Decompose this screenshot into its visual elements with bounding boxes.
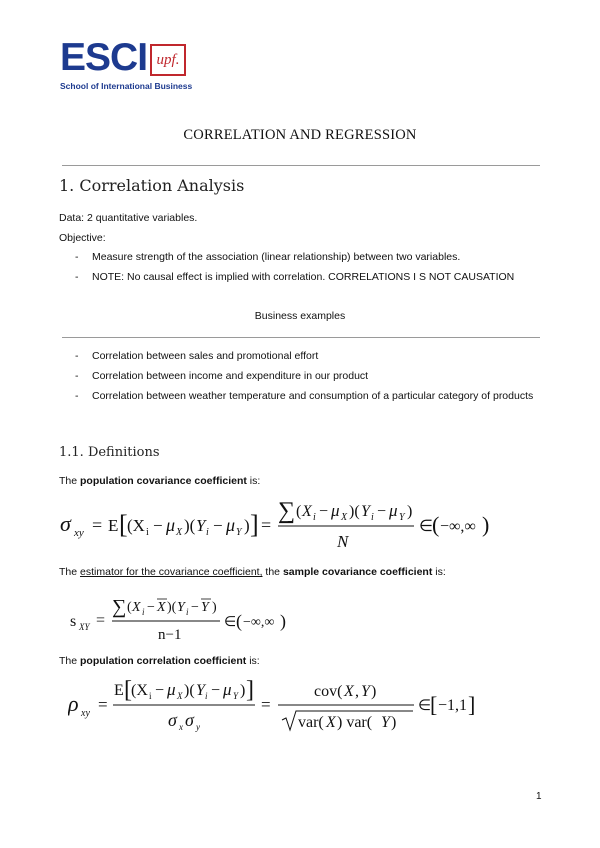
svg-text:): ) [212, 600, 217, 615]
svg-text:)(: )( [349, 503, 360, 520]
svg-text:): ) [280, 611, 286, 631]
svg-text:(: ( [296, 503, 302, 520]
svg-text:X: X [176, 527, 183, 538]
svg-text:=: = [261, 515, 272, 535]
list-item: - Correlation between income and expenditure in our product [75, 370, 369, 382]
svg-text:Y: Y [177, 600, 185, 615]
svg-text:x: x [179, 722, 183, 732]
title-divider [62, 165, 540, 166]
svg-text:i: i [371, 512, 374, 523]
svg-text:i: i [205, 691, 208, 701]
population-correlation-formula [68, 674, 488, 736]
svg-text:y: y [196, 722, 200, 732]
svg-text:X: X [344, 683, 354, 700]
svg-text:(: ( [432, 512, 440, 537]
svg-text:−: − [153, 516, 163, 535]
svg-text:=: = [92, 515, 103, 535]
svg-text:(X: (X [127, 516, 145, 535]
svg-text:X: X [326, 714, 336, 731]
logo-badge [150, 44, 186, 76]
svg-text:[: [ [124, 677, 132, 703]
population-covariance-label: The population covariance coefficient is: [59, 475, 261, 487]
svg-text:σ: σ [60, 511, 71, 536]
document-title: CORRELATION AND REGRESSION [183, 127, 417, 143]
svg-text:−: − [377, 503, 387, 520]
svg-text:=: = [96, 612, 106, 629]
svg-text:σ: σ [168, 710, 177, 730]
sample-covariance-label: The estimator for the covariance coefficient, the sample covariance coefficient is: [59, 566, 446, 578]
svg-text:∈: ∈ [419, 518, 433, 535]
svg-text:Y: Y [196, 516, 206, 535]
list-item: - NOTE: No causal effect is implied with correlation. CORRELATIONS I S NOT CAUSATION [75, 271, 515, 283]
svg-text:,: , [355, 683, 359, 700]
svg-text:−∞,∞: −∞,∞ [440, 518, 476, 535]
svg-text:s: s [70, 613, 77, 630]
svg-text:]: ] [468, 692, 476, 717]
svg-text:i: i [313, 512, 316, 523]
svg-text:Y: Y [236, 527, 242, 538]
svg-text:μ: μ [166, 515, 176, 535]
svg-text:X: X [302, 503, 312, 520]
svg-text:var(: var( [298, 714, 324, 731]
svg-text:X: X [177, 691, 183, 701]
list-item: - Correlation between weather temperature and consumption of a particular category of products [75, 390, 534, 402]
svg-text:): ) [391, 714, 397, 731]
logo-tagline: School of International Business [60, 81, 193, 91]
svg-text:[: [ [430, 692, 438, 717]
svg-text:xy: xy [81, 708, 90, 719]
logo-wordmark: ESCI [60, 36, 148, 79]
svg-text:Y: Y [196, 682, 205, 699]
svg-text:i: i [142, 607, 145, 617]
svg-text:X: X [157, 600, 166, 615]
svg-text:−∞,∞: −∞,∞ [243, 615, 275, 630]
svg-text:) var(: ) var( [337, 714, 373, 731]
svg-text:σ: σ [185, 710, 194, 730]
svg-text:xy: xy [74, 527, 84, 539]
svg-text:−: − [213, 516, 223, 535]
svg-text:): ) [244, 516, 250, 535]
svg-text:−: − [147, 600, 155, 615]
svg-text:Y: Y [381, 714, 390, 731]
svg-text:): ) [407, 503, 413, 520]
svg-text:XY: XY [79, 622, 90, 632]
svg-text:Y: Y [361, 683, 370, 700]
svg-text:)(: )( [184, 682, 195, 699]
svg-text:μ: μ [226, 515, 236, 535]
svg-text:Y: Y [399, 512, 405, 523]
svg-text:μ: μ [389, 501, 398, 520]
svg-text:ρ: ρ [68, 691, 79, 716]
svg-text:i: i [146, 527, 149, 538]
objective-label: Objective: [59, 232, 106, 244]
svg-text:μ: μ [167, 680, 176, 699]
svg-text:E: E [108, 516, 119, 535]
svg-text:−: − [319, 503, 329, 520]
svg-text:μ: μ [331, 501, 340, 520]
svg-text:i: i [206, 527, 209, 538]
svg-text:−: − [191, 600, 199, 615]
svg-text:]: ] [246, 677, 254, 703]
svg-text:(: ( [127, 600, 132, 615]
svg-text:=: = [98, 695, 108, 714]
svg-text:n−1: n−1 [158, 627, 182, 643]
svg-text:Y: Y [233, 691, 239, 701]
svg-text:): ) [371, 683, 377, 700]
svg-text:Y: Y [361, 503, 370, 520]
svg-text:=: = [261, 695, 271, 714]
logo-badge-text: upf. [156, 52, 180, 68]
svg-text:−: − [155, 682, 165, 699]
population-correlation-label: The population correlation coefficient is: [59, 655, 260, 667]
population-covariance-formula [60, 494, 540, 554]
list-item: - Measure strength of the association (linear relationship) between two variables. [75, 251, 461, 263]
list-item: - Correlation between sales and promotional effort [75, 350, 319, 362]
svg-text:−: − [211, 682, 221, 699]
svg-text:∑: ∑ [278, 498, 296, 524]
svg-text:i: i [149, 691, 152, 701]
svg-text:E: E [114, 682, 124, 699]
svg-text:(: ( [236, 611, 242, 631]
svg-text:(X: (X [131, 682, 148, 699]
svg-text:): ) [240, 682, 246, 699]
svg-text:cov(: cov( [314, 683, 343, 700]
section-heading-definitions: 1.1. Definitions [59, 445, 160, 460]
svg-text:X: X [341, 512, 348, 523]
page-number: 1 [536, 791, 542, 802]
data-line: Data: 2 quantitative variables. [59, 212, 198, 224]
svg-text:∈: ∈ [418, 698, 432, 714]
svg-text:]: ] [250, 510, 259, 539]
svg-text:): ) [482, 512, 490, 537]
svg-text:X: X [132, 600, 141, 615]
svg-text:∈: ∈ [224, 615, 237, 630]
examples-divider [62, 337, 540, 338]
section-heading-correlation-analysis: 1. Correlation Analysis [59, 176, 245, 195]
svg-text:[: [ [119, 510, 128, 539]
svg-text:−1,1: −1,1 [438, 697, 468, 714]
examples-heading: Business examples [254, 310, 346, 322]
svg-text:∑: ∑ [112, 596, 127, 618]
svg-text:μ: μ [223, 680, 232, 699]
svg-text:)(: )( [167, 600, 177, 615]
svg-text:N: N [337, 532, 349, 551]
svg-text:Y: Y [201, 600, 209, 615]
svg-text:i: i [186, 607, 189, 617]
sample-covariance-formula [70, 593, 330, 645]
svg-text:)(: )( [184, 516, 196, 535]
